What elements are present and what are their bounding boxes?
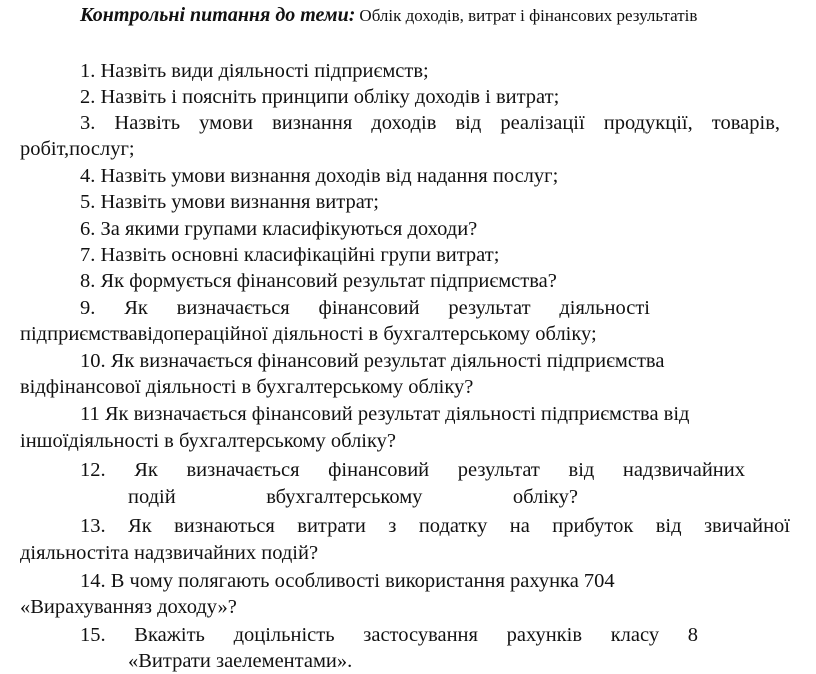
question-15-cont: «Витрати заелементами».: [128, 650, 353, 672]
question-8: 8. Як формується фінансовий результат підприємства?: [80, 270, 557, 292]
question-9-cont: підприємствавідопераційної діяльності в бухгалтерському обліку;: [20, 323, 597, 345]
question-3: 3. Назвіть умови визнання доходів від реалізації продукції, товарів,: [80, 112, 780, 134]
question-15: 15. Вкажіть доцільність застосування рахунків класу 8: [80, 624, 698, 646]
question-10-cont: відфінансової діяльності в бухгалтерському обліку?: [20, 376, 474, 398]
question-7: 7. Назвіть основні класифікаційні групи витрат;: [80, 244, 500, 266]
question-11-cont: іншоїдіяльності в бухгалтерському обліку?: [20, 430, 397, 452]
question-1: 1. Назвіть види діяльності підприємств;: [80, 60, 429, 82]
question-12-cont: подій вбухгалтерському обліку?: [128, 486, 578, 508]
question-13: 13. Як визнаються витрати з податку на прибуток від звичайної: [80, 515, 790, 537]
question-5: 5. Назвіть умови визнання витрат;: [80, 191, 379, 213]
page-heading: [80, 4, 697, 28]
question-9: 9. Як визначається фінансовий результат діяльності: [80, 297, 650, 319]
question-6: 6. За якими групами класифікуються доходи?: [80, 218, 478, 240]
heading-label: Контрольні питання до теми:: [80, 4, 356, 26]
question-14: 14. В чому полягають особливості використання рахунка 704: [80, 570, 615, 592]
question-3-cont: робіт,послуг;: [20, 138, 135, 160]
heading-topic: Облік доходів, витрат і фінансових результатів: [359, 6, 698, 25]
question-14-cont: «Вирахуванняз доходу»?: [20, 596, 237, 618]
question-13-cont: діяльностіта надзвичайних подій?: [20, 542, 319, 564]
question-11: 11 Як визначається фінансовий результат діяльності підприємства від: [80, 403, 690, 425]
question-4: 4. Назвіть умови визнання доходів від надання послуг;: [80, 165, 559, 187]
question-12: 12. Як визначається фінансовий результат від надзвичайних: [80, 459, 745, 481]
question-10: 10. Як визначається фінансовий результат діяльності підприємства: [80, 350, 665, 372]
question-2: 2. Назвіть і поясніть принципи обліку доходів і витрат;: [80, 86, 560, 108]
